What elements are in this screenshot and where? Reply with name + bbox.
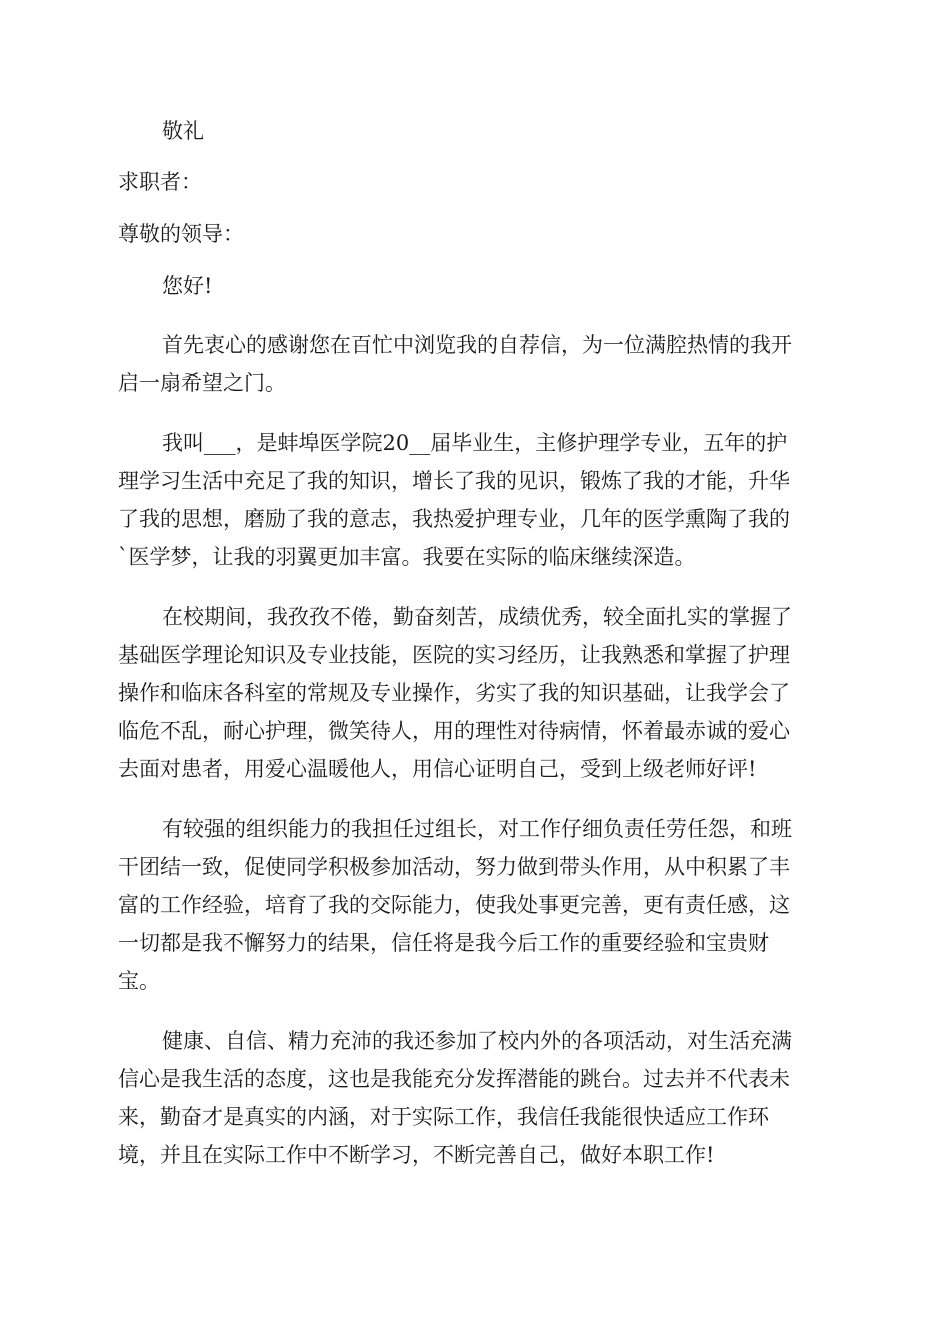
paragraph-line: 在校期间，我孜孜不倦，勤奋刻苦，成绩优秀，较全面扎实的掌握了 [162,605,792,629]
greeting: 您好! [162,274,213,298]
paragraph-line: 我叫___，是蚌埠医学院20__届毕业生，主修护理学专业，五年的护 [162,431,788,455]
paragraph-5 [118,1022,834,1174]
letter-page [118,112,834,1174]
paragraph-line: 启一扇希望之门。 [118,371,286,395]
paragraph-line: 了我的思想，磨励了我的意志，我热爱护理专业，几年的医学熏陶了我的 [118,507,790,531]
paragraph-2 [118,424,834,576]
paragraph-line: 首先衷心的感谢您在百忙中浏览我的自荐信，为一位满腔热情的我开 [162,333,792,357]
paragraph-3 [118,598,834,788]
paragraph-line: 一切都是我不懈努力的结果，信任将是我今后工作的重要经验和宝贵财 [118,931,769,955]
paragraph-line: 境，并且在实际工作中不断学习，不断完善自己，做好本职工作! [118,1143,715,1167]
paragraph-1 [118,326,834,402]
paragraph-line: 健康、自信、精力充沛的我还参加了校内外的各项活动，对生活充满 [162,1029,792,1053]
paragraph-line: 去面对患者，用爱心温暖他人，用信心证明自己，受到上级老师好评! [118,757,757,781]
paragraph-4 [118,810,834,1000]
paragraph-line: 操作和临床各科室的常规及专业操作，劣实了我的知识基础，让我学会了 [118,681,790,705]
paragraph-line: 理学习生活中充足了我的知识，增长了我的见识，锻炼了我的才能，升华 [118,469,790,493]
paragraph-line: 信心是我生活的态度，这也是我能充分发挥潜能的跳台。过去并不代表未 [118,1067,790,1091]
closing-text: 敬礼 [162,119,204,143]
paragraph-line: `医学梦，让我的羽翼更加丰富。我要在实际的临床继续深造。 [118,545,696,569]
paragraph-line: 来，勤奋才是真实的内涵，对于实际工作，我信任我能很快适应工作环 [118,1105,769,1129]
paragraph-line: 临危不乱，耐心护理，微笑待人，用的理性对待病情，怀着最赤诚的爱心 [118,719,790,743]
paragraph-line: 基础医学理论知识及专业技能，医院的实习经历，让我熟悉和掌握了护理 [118,643,790,667]
signature-label: 求职者： [118,170,202,194]
paragraph-line: 干团结一致，促使同学积极参加活动，努力做到带头作用，从中积累了丰 [118,855,790,879]
paragraph-line: 有较强的组织能力的我担任过组长，对工作仔细负责任劳任怨，和班 [162,817,792,841]
paragraph-line: 富的工作经验，培育了我的交际能力，使我处事更完善，更有责任感，这 [118,893,790,917]
salutation: 尊敬的领导： [118,222,244,246]
paragraph-line: 宝。 [118,969,160,993]
